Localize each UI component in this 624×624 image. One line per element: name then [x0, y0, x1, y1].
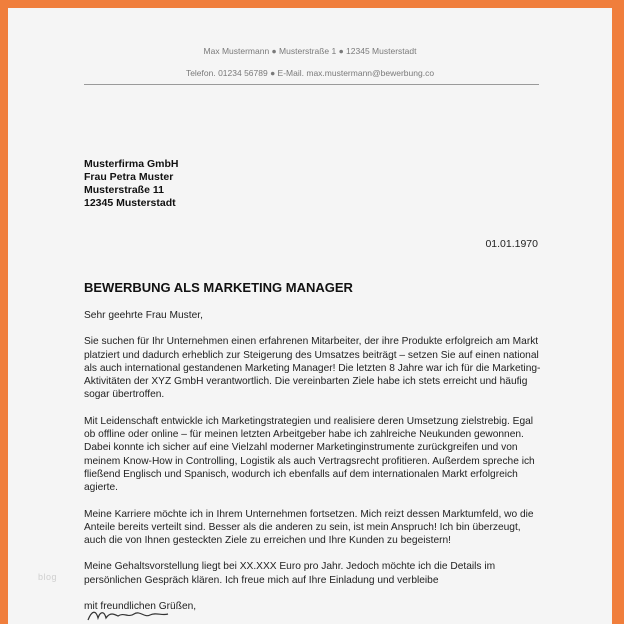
closing: mit freundlichen Grüßen, — [84, 601, 197, 613]
recipient-company: Musterfirma GmbH — [84, 158, 179, 170]
letter-page — [8, 8, 612, 624]
recipient-name: Frau Petra Muster — [84, 171, 174, 183]
sender-address: Max Mustermann ● Musterstraße 1 ● 12345 Musterstadt — [203, 46, 417, 56]
letter-subject: BEWERBUNG ALS MARKETING MANAGER — [84, 280, 353, 295]
recipient-address — [84, 158, 179, 210]
paragraph: Mit Leidenschaft entwickle ich Marketingstrategien und realisiere deren Umsetzung zielstrebig. Egal ob offline oder online – für meinen letzten Arbeitgeber habe ich zahlreiche Neukunden gewonnen. Dabei konnte ich sicher auf eine Vielzahl moderner Marketinginstrumente zurückgreifen und von meinem Know-How in Controlling, Logistik als auch Vertragsrecht profitieren. Außerdem spreche ich fließend Englisch und Spanisch, wodurch ich ebenfalls auf dem internationalen Markt erfolgreich agierte. — [84, 415, 535, 494]
sender-contact: Telefon. 01234 56789 ● E-Mail. max.mustermann@bewerbung.co — [185, 68, 435, 78]
paragraph: Sie suchen für Ihr Unternehmen einen erfahrenen Mitarbeiter, der ihre Produkte erfolgreich am Markt platziert und dadurch erheblich zur Steigerung des Umsatzes beiträgt – setzen Sie auf einen national als auch international gestandenen Marketing Manager! Die letzten 8 Jahre war ich für die Marketing-Aktivitäten der XYZ GmbH verantwortlich. Die vereinbarten Ziele habe ich stets erreicht und häufig sogar übertroffen. — [84, 336, 541, 401]
recipient-city: 12345 Musterstadt — [84, 197, 176, 209]
recipient-street: Musterstraße 11 — [84, 184, 164, 196]
letter-body — [84, 309, 544, 617]
paragraph: Meine Karriere möchte ich in Ihrem Unternehmen fortsetzen. Mich reizt dessen Marktumfeld, wo die Anteile bereits verteilt sind. Besser als die anderen zu sein, ist mein Anspruch! Ich bin überzeugt, auch die von Ihnen gesteckten Ziele zu erreichen und Ihre Kunden zu begeistern! — [84, 508, 534, 547]
header-divider — [84, 84, 539, 85]
letter-date: 01.01.1970 — [485, 238, 538, 250]
salutation: Sehr geehrte Frau Muster, — [84, 310, 203, 321]
watermark: blog — [38, 572, 58, 582]
paragraph: Meine Gehaltsvorstellung liegt bei XX.XXX Euro pro Jahr. Jedoch möchte ich die Details im persönlichen Gespräch klären. Ich freue mich auf Ihre Einladung und verbleibe — [84, 561, 496, 586]
signature-icon — [84, 606, 194, 624]
